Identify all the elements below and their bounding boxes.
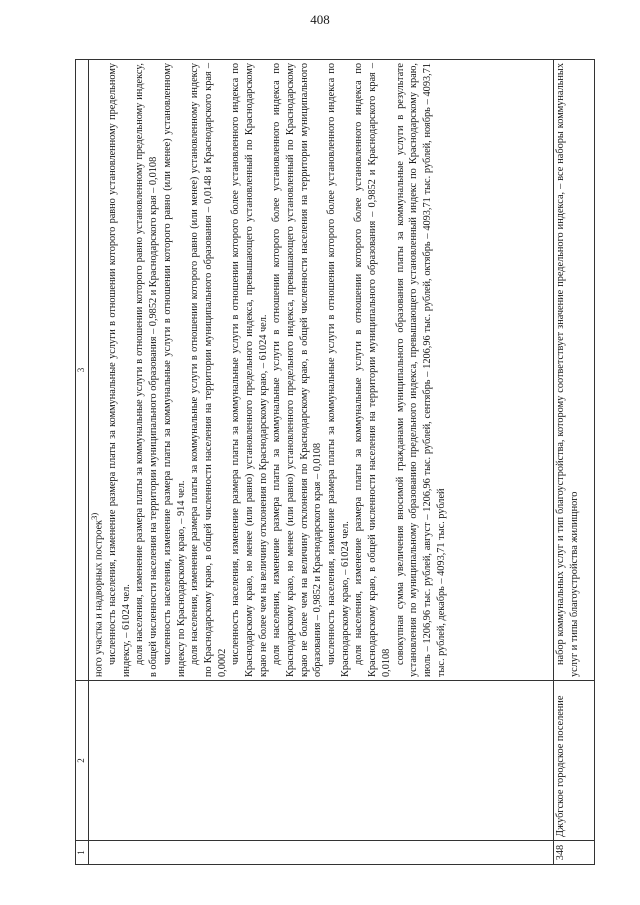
rotated-table-container — [75, 60, 595, 865]
table-row-348 — [554, 60, 595, 865]
paragraph: набор коммунальных услуг и тип благоустройства, которому соответствует значение предельного индекса, – все наборы коммунальных услуг и типы благоустройства жилищного — [555, 63, 580, 677]
row-number — [89, 841, 554, 865]
row-number: 348 — [554, 841, 595, 865]
paragraph: численность населения, изменение размера платы за коммунальные услуги в отношении которого равно установленному предельному индексу, – 61024 чел. — [107, 63, 132, 677]
paragraph: доля населения, изменение размера платы за коммунальные услуги в отношении которого равно (или менее) установленному индексу по Краснодарскому краю, в общей численности населения на территории муниципального образования – 0,0148 и Краснодарского края – 0,0002 — [189, 63, 228, 677]
paragraph: ного участка и надворных построек$^{3)}$ — [89, 512, 105, 677]
paragraph: численность населения, изменение размера платы за коммунальные услуги в отношении которого равно (или менее) установленному индексу по Краснодарскому краю, – 914 чел. — [161, 63, 187, 677]
municipality-name: Джубгское городское поселение — [554, 681, 595, 841]
municipality-name — [89, 681, 554, 841]
indicators-cell — [89, 60, 554, 681]
table-header-row — [76, 60, 89, 865]
column-header-3: 3 — [76, 60, 89, 681]
page-number: 408 — [310, 12, 330, 27]
column-header-1: 1 — [76, 841, 89, 865]
data-table — [75, 59, 595, 865]
column-header-2: 2 — [76, 681, 89, 841]
paragraph: доля населения, изменение размера платы за коммунальные услуги в отношении которого равно установленному предельному индексу, в общей численности населения на территории муниципального образования – 0,9852 и Краснодарского края – 0,0108 — [134, 63, 160, 677]
paragraph: численность населения, изменение размера платы за коммунальные услуги в отношении которого более установленного индекса по Краснодарскому краю, – 61024 чел. — [326, 63, 351, 677]
paragraph: доля населения, изменение размера платы за коммунальные услуги в отношении которого более установленного индекса по Краснодарскому краю, но менее (или равно) установленного предельного индекса, превышающего установленный по Краснодарскому краю не более чем на величину отклонения по Краснодарскому краю, в общей численности населения на территории муниципального образования – 0,9852 и Краснодарского края – 0,0108 — [271, 63, 324, 677]
paragraph: совокупная сумма увеличения вносимой гражданами муниципального образования платы за коммунальные услуги в результате установления по муниципальному образованию предельного индекса, превышающего установленный индекс по Краснодарскому краю, июль – 1206,96 тыс. рублей, август – 1206,96 тыс. рублей, сентябрь – 1206,96 тыс. рублей, октябрь – 4093,71 тыс. рублей, ноябрь – 4093,71 тыс. рублей, декабрь – 4093,71 тыс. рублей — [394, 63, 447, 677]
paragraph: доля населения, изменение размера платы за коммунальные услуги в отношении которого более установленного индекса по Краснодарскому краю, в общей численности населения на территории муниципального образования – 0,9852 и Краснодарского края – 0,0108 — [353, 63, 392, 677]
paragraph: численность населения, изменение размера платы за коммунальные услуги в отношении которого более установленного индекса по Краснодарскому краю, но менее (или равно) установленного предельного индекса, превышающего установленный по Краснодарскому краю не более чем на величину отклонения по Краснодарскому краю, – 61024 чел. — [230, 63, 269, 677]
table-row-continuation — [89, 60, 554, 865]
indicators-cell — [554, 60, 595, 681]
